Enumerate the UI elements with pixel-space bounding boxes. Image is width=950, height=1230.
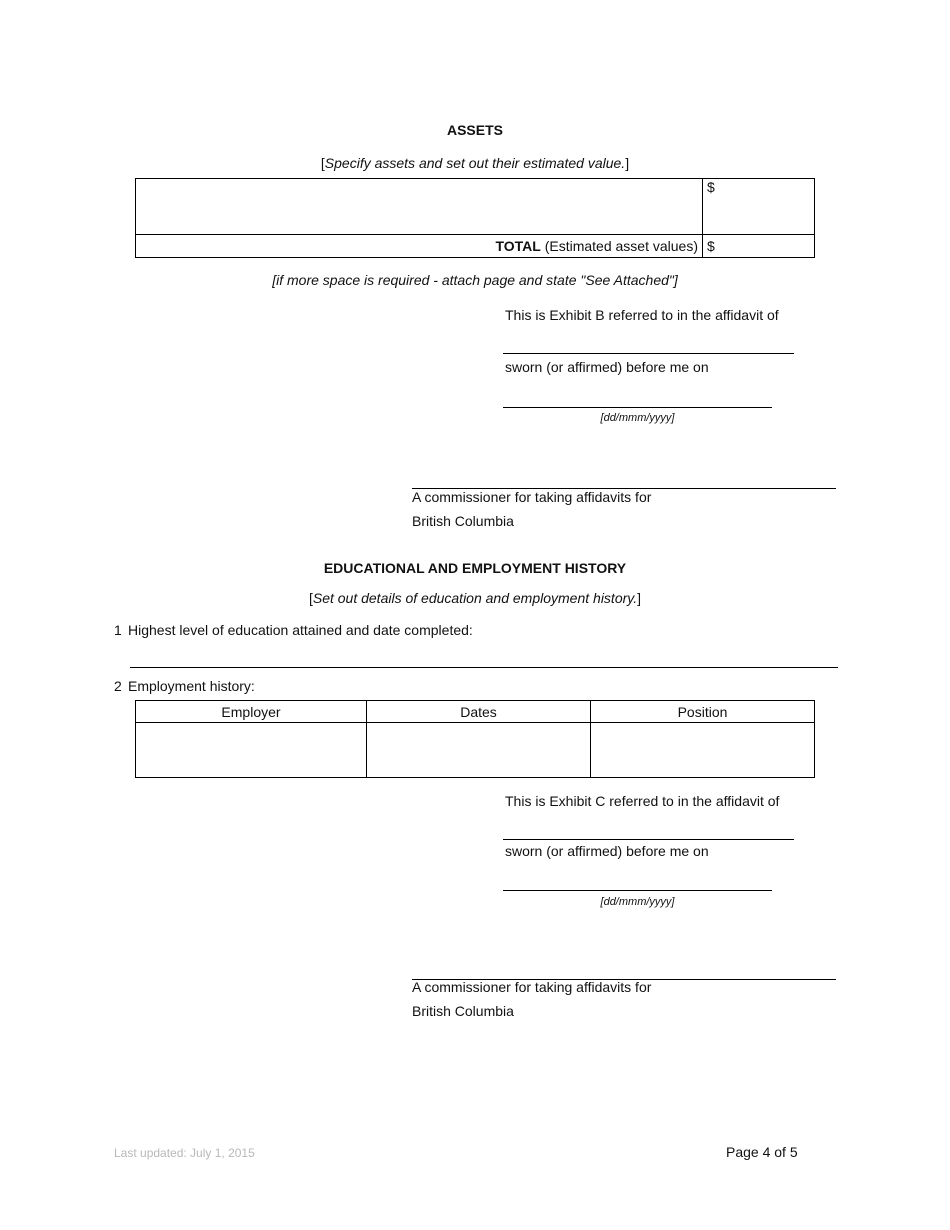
exhibit-b-commissioner-line1: A commissioner for taking affidavits for bbox=[412, 489, 652, 505]
asset-value-cell[interactable] bbox=[703, 179, 815, 235]
assets-instruction-close: ] bbox=[625, 155, 630, 171]
history-item2-number: 2 bbox=[114, 678, 122, 694]
exhibit-b-deponent-line[interactable] bbox=[503, 353, 794, 354]
assets-instruction bbox=[0, 155, 950, 171]
footer-page-number: Page 4 of 5 bbox=[726, 1144, 798, 1160]
employment-header-employer: Employer bbox=[136, 701, 367, 723]
exhibit-c-referred: This is Exhibit C referred to in the affidavit of bbox=[505, 793, 780, 809]
exhibit-b-date-format: [dd/mmm/yyyy] bbox=[600, 412, 675, 424]
assets-title: ASSETS bbox=[446, 122, 503, 138]
employment-header-dates: Dates bbox=[367, 701, 591, 723]
assets-more-space-note: [if more space is required - attach page and state "See Attached"] bbox=[272, 272, 678, 288]
history-instruction-close: ] bbox=[637, 590, 642, 606]
assets-total-label: TOTAL bbox=[495, 238, 541, 254]
asset-description-cell[interactable] bbox=[136, 179, 703, 235]
asset-currency-symbol: $ bbox=[707, 179, 715, 195]
assets-total-value-cell[interactable] bbox=[703, 235, 815, 258]
history-title: EDUCATIONAL AND EMPLOYMENT HISTORY bbox=[323, 560, 627, 576]
education-answer-line[interactable] bbox=[130, 667, 838, 668]
history-item1-text: Highest level of education attained and date completed: bbox=[128, 622, 473, 638]
exhibit-c-date-format: [dd/mmm/yyyy] bbox=[600, 896, 675, 908]
exhibit-c-sworn: sworn (or affirmed) before me on bbox=[505, 843, 709, 859]
assets-instruction-text: Specify assets and set out their estimated value. bbox=[324, 155, 626, 171]
assets-total-currency: $ bbox=[707, 238, 715, 254]
employment-dates-cell[interactable] bbox=[367, 723, 591, 778]
exhibit-c-deponent-line[interactable] bbox=[503, 839, 794, 840]
history-item1-number: 1 bbox=[114, 622, 122, 638]
history-instruction-open: [ bbox=[308, 590, 313, 606]
exhibit-c-date-line[interactable] bbox=[503, 890, 772, 891]
assets-table bbox=[135, 178, 815, 258]
employment-header-position: Position bbox=[591, 701, 815, 723]
exhibit-b-referred: This is Exhibit B referred to in the affidavit of bbox=[505, 307, 779, 323]
exhibit-b-date-line[interactable] bbox=[503, 407, 772, 408]
exhibit-b-sworn: sworn (or affirmed) before me on bbox=[505, 359, 709, 375]
exhibit-b-commissioner-line2: British Columbia bbox=[412, 513, 514, 529]
assets-instruction-open: [ bbox=[320, 155, 325, 171]
exhibit-c-commissioner-line1: A commissioner for taking affidavits for bbox=[412, 979, 652, 995]
exhibit-c-commissioner-line2: British Columbia bbox=[412, 1003, 514, 1019]
history-instruction bbox=[0, 590, 950, 606]
history-item2-text: Employment history: bbox=[128, 678, 255, 694]
assets-total-label-rest: (Estimated asset values) bbox=[540, 238, 698, 254]
assets-total-label-cell bbox=[136, 235, 703, 258]
footer-last-updated: Last updated: July 1, 2015 bbox=[114, 1146, 255, 1160]
employment-employer-cell[interactable] bbox=[136, 723, 367, 778]
employment-position-cell[interactable] bbox=[591, 723, 815, 778]
employment-table bbox=[135, 700, 815, 778]
history-instruction-text: Set out details of education and employment history. bbox=[312, 590, 638, 606]
